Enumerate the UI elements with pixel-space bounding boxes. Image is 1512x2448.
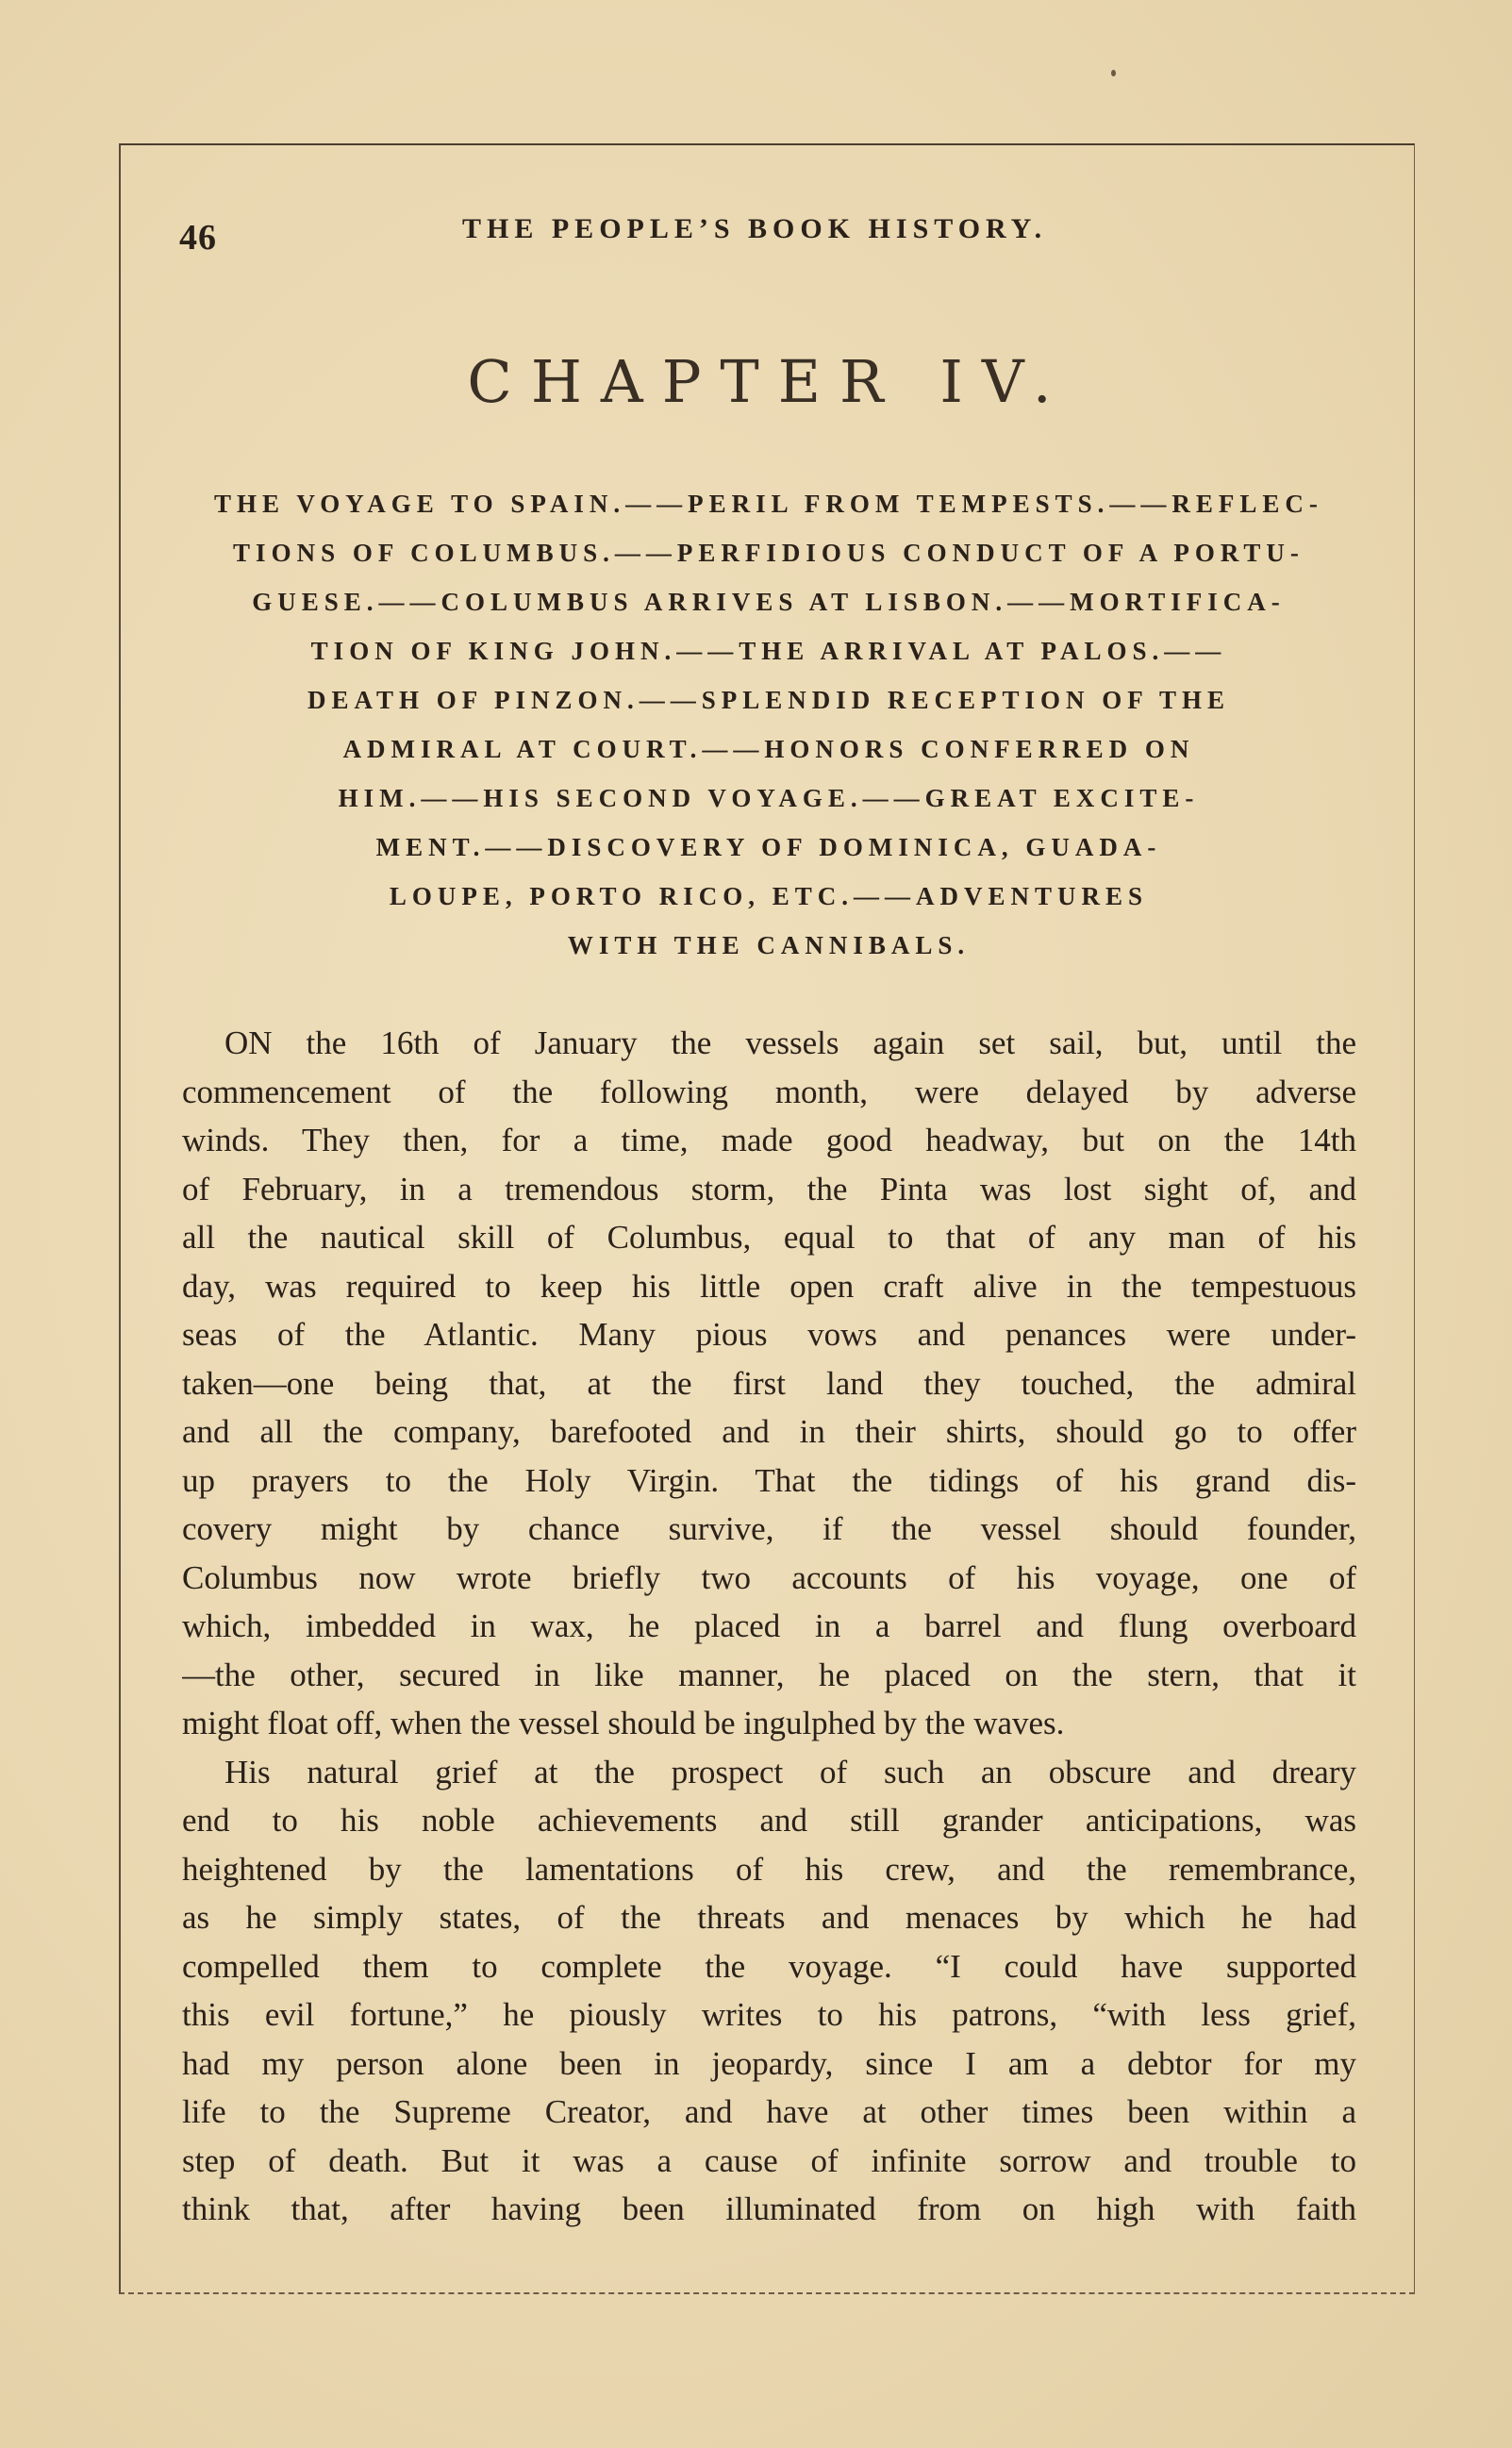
body-line: had my person alone been in jeopardy, since I am a debtor for my: [182, 2044, 1356, 2082]
synopsis-line: HIM.——HIS SECOND VOYAGE.——GREAT EXCITE-: [338, 784, 1200, 812]
body-line: and all the company, barefooted and in their shirts, should go to offer: [182, 1413, 1356, 1450]
body-line: all the nautical skill of Columbus, equal to that of any man of his: [182, 1219, 1356, 1256]
body-line: Columbus now wrote briefly two accounts of his voyage, one of: [182, 1558, 1356, 1596]
body-line: which, imbedded in wax, he placed in a barrel and flung overboard: [182, 1607, 1356, 1644]
synopsis-line: TIONS OF COLUMBUS.——PERFIDIOUS CONDUCT OF A PORTU-: [233, 539, 1304, 567]
chapter-synopsis: [179, 479, 1358, 970]
synopsis-line: THE VOYAGE TO SPAIN.——PERIL FROM TEMPESTS.——REFLEC-: [214, 490, 1323, 518]
body-line: heightened by the lamentations of his crew, and the remembrance,: [182, 1850, 1356, 1888]
body-line: might float off, when the vessel should be ingulphed by the waves.: [182, 1705, 1065, 1741]
body-line: commencement of the following month, were delayed by adverse: [182, 1073, 1356, 1110]
body-line: as he simply states, of the threats and menaces by which he had: [182, 1899, 1356, 1936]
synopsis-line: GUESE.——COLUMBUS ARRIVES AT LISBON.——MORTIFICA-: [252, 588, 1286, 616]
ink-speck: [1111, 70, 1116, 76]
chapter-title: CHAPTER IV.: [467, 347, 1071, 416]
running-head: THE PEOPLE’S BOOK HISTORY.: [462, 213, 1048, 244]
body-line: day, was required to keep his little open craft alive in the tempestuous: [182, 1267, 1356, 1305]
synopsis-line: LOUPE, PORTO RICO, ETC.——ADVENTURES: [389, 882, 1149, 910]
synopsis-line: MENT.——DISCOVERY OF DOMINICA, GUADA-: [375, 833, 1162, 861]
body-line: of February, in a tremendous storm, the Pinta was lost sight of, and: [182, 1170, 1356, 1207]
body-line: —the other, secured in like manner, he placed on the stern, that it: [182, 1656, 1356, 1693]
body-line: ON the 16th of January the vessels again set sail, but, until the: [224, 1024, 1356, 1061]
body-line: end to his noble achievements and still grander anticipations, was: [182, 1802, 1356, 1839]
body-line: winds. They then, for a time, made good headway, but on the 14th: [182, 1122, 1356, 1158]
body-line: life to the Supreme Creator, and have at other times been within a: [182, 2093, 1356, 2130]
body-line: covery might by chance survive, if the vessel should founder,: [182, 1510, 1356, 1547]
body-line: His natural grief at the prospect of such an obscure and dreary: [224, 1753, 1356, 1790]
body-line: seas of the Atlantic. Many pious vows and penances were under-: [182, 1316, 1356, 1353]
synopsis-line: DEATH OF PINZON.——SPLENDID RECEPTION OF THE: [307, 686, 1231, 714]
synopsis-line: ADMIRAL AT COURT.——HONORS CONFERRED ON: [342, 735, 1195, 763]
synopsis-line: TION OF KING JOHN.——THE ARRIVAL AT PALOS.——: [310, 637, 1227, 665]
page-number: 46: [179, 218, 217, 258]
body-line: this evil fortune,” he piously writes to his patrons, “with less grief,: [182, 1996, 1356, 2033]
body-text: [182, 1019, 1356, 2234]
body-line: up prayers to the Holy Virgin. That the tidings of his grand dis-: [182, 1461, 1356, 1499]
body-line: compelled them to complete the voyage. “I could have supported: [182, 1947, 1356, 1985]
page-header: [179, 213, 1358, 260]
body-line: step of death. But it was a cause of infinite sorrow and trouble to: [182, 2141, 1356, 2179]
body-line: think that, after having been illuminated from on high with faith: [182, 2190, 1356, 2227]
synopsis-line: WITH THE CANNIBALS.: [567, 931, 971, 959]
body-line: taken—one being that, at the first land they touched, the admiral: [182, 1364, 1356, 1402]
